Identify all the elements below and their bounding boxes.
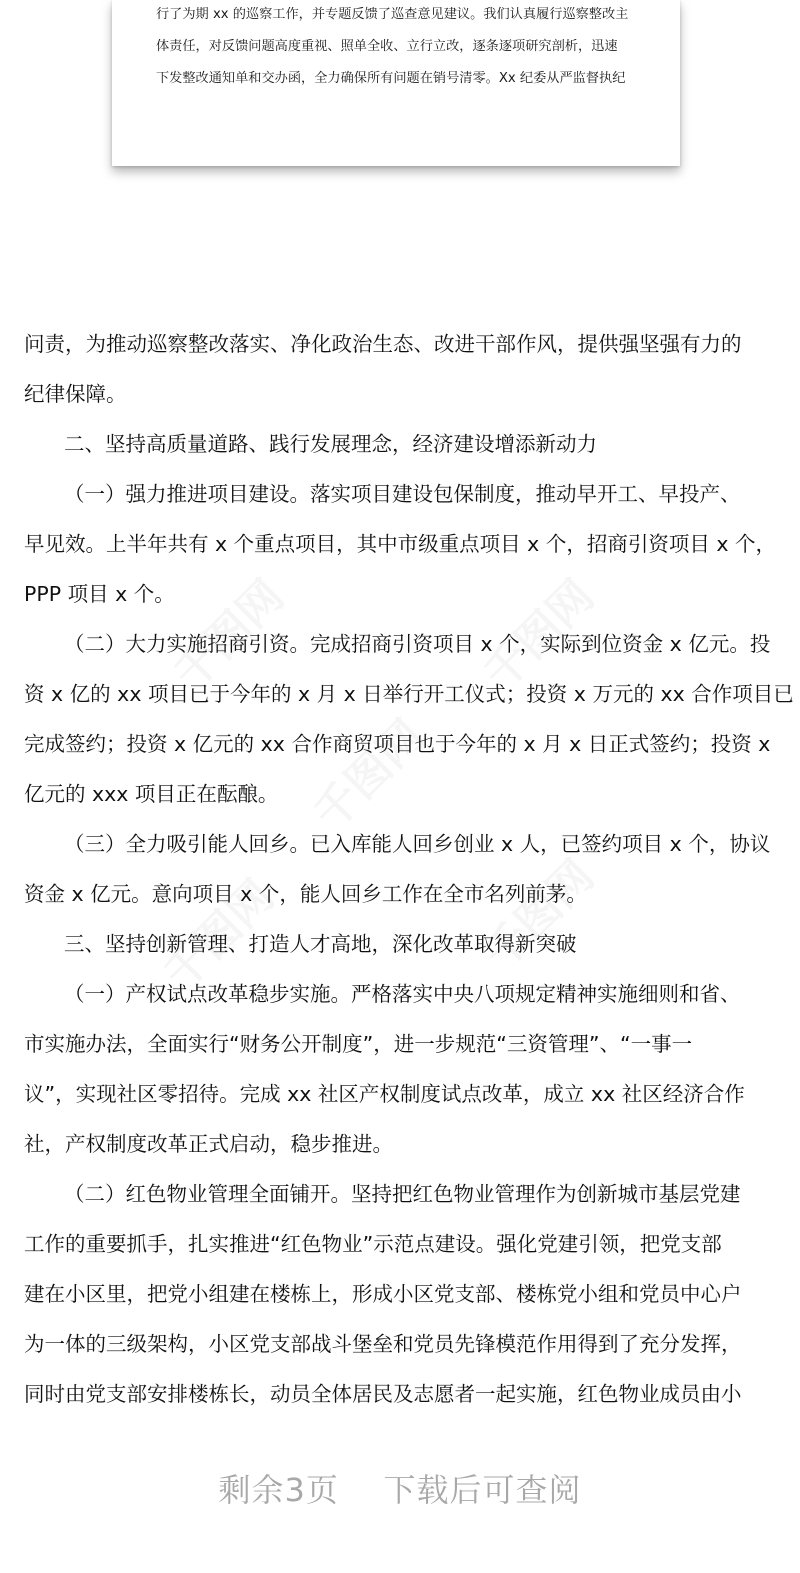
paragraph-line-text: 二、坚持高质量道路、践行发展理念，经济建设增添新动力 [64, 432, 597, 456]
paragraph-line-text: （二）红色物业管理全面铺开。坚持把红色物业管理作为创新城市基层党建 [64, 1182, 741, 1206]
preview-line: 行了为期 xx 的巡察工作，并专题反馈了巡查意见建议。我们认真履行巡察整改主 [156, 7, 629, 22]
preview-page-card [112, 0, 680, 166]
watermark: 千图网 [474, 850, 604, 980]
paragraph-line-text: （二）大力实施招商引资。完成招商引资项目 x 个，实际到位资金 x 亿元。投 [64, 632, 771, 656]
paragraph-line-text: 早见效。上半年共有 x 个重点项目，其中市级重点项目 x 个，招商引资项目 x 个， [24, 532, 776, 556]
paragraph-line-text: 问责，为推动巡察整改落实、净化政治生态、改进干部作风，提供强坚强有力的 [24, 332, 742, 356]
paragraph-line-text: （一）强力推进项目建设。落实项目建设包保制度，推动早开工、早投产、 [64, 482, 741, 506]
watermark: 千图网 [474, 570, 604, 700]
remaining-pages-label: 剩余3页 [218, 1471, 339, 1509]
preview-line: 下发整改通知单和交办函，全力确保所有问题在销号清零。Xx 纪委从严监督执纪 [156, 71, 626, 86]
paragraph-line-text: 资金 x 亿元。意向项目 x 个，能人回乡工作在全市名列前茅。 [24, 882, 587, 906]
paragraph-line-text: 社，产权制度改革正式启动，稳步推进。 [24, 1132, 393, 1156]
paragraph-line-text: 纪律保障。 [24, 382, 127, 406]
paragraph-line-text: （三）全力吸引能人回乡。已入库能人回乡创业 x 人，已签约项目 x 个，协议 [64, 832, 771, 856]
paragraph-line-text: 三、坚持创新管理、打造人才高地，深化改革取得新突破 [64, 932, 577, 956]
paragraph-line-text: 同时由党支部安排楼栋长，动员全体居民及志愿者一起实施，红色物业成员由小 [24, 1382, 742, 1406]
download-to-view-label: 下载后可查阅 [383, 1471, 582, 1509]
paragraph-line-text: 为一体的三级架构，小区党支部战斗堡垒和党员先锋模范作用得到了充分发挥， [24, 1332, 742, 1356]
watermark: 千图网 [154, 870, 284, 1000]
watermark: 千图网 [164, 570, 294, 700]
paragraph-line-text: 资 x 亿的 xx 项目已于今年的 x 月 x 日举行开工仪式；投资 x 万元的 xx 合作项目已 [24, 682, 794, 706]
paragraph-line-text: 建在小区里，把党小组建在楼栋上，形成小区党支部、楼栋党小组和党员中心户 [24, 1282, 742, 1306]
download-prompt[interactable] [0, 1470, 800, 1510]
preview-line: 体责任，对反馈问题高度重视、照单全收、立行立改，逐条逐项研究剖析，迅速 [156, 39, 618, 54]
paragraph-line-text: 亿元的 xxx 项目正在酝酿。 [24, 782, 279, 806]
paragraph-line-text: 工作的重要抓手，扎实推进“红色物业”示范点建设。强化党建引领，把党支部 [24, 1232, 722, 1256]
paragraph-line-text: 市实施办法，全面实行“财务公开制度”，进一步规范“三资管理”、“一事一 [24, 1032, 693, 1056]
paragraph-line-text: 完成签约；投资 x 亿元的 xx 合作商贸项目也于今年的 x 月 x 日正式签约；投资 x [24, 732, 771, 756]
watermark: 千图网 [304, 710, 434, 840]
paragraph-line-text: （一）产权试点改革稳步实施。严格落实中央八项规定精神实施细则和省、 [64, 982, 741, 1006]
paragraph-line-text: PPP 项目 x 个。 [24, 582, 175, 606]
paragraph-line-text: 议”，实现社区零招待。完成 xx 社区产权制度试点改革，成立 xx 社区经济合作 [24, 1082, 745, 1106]
